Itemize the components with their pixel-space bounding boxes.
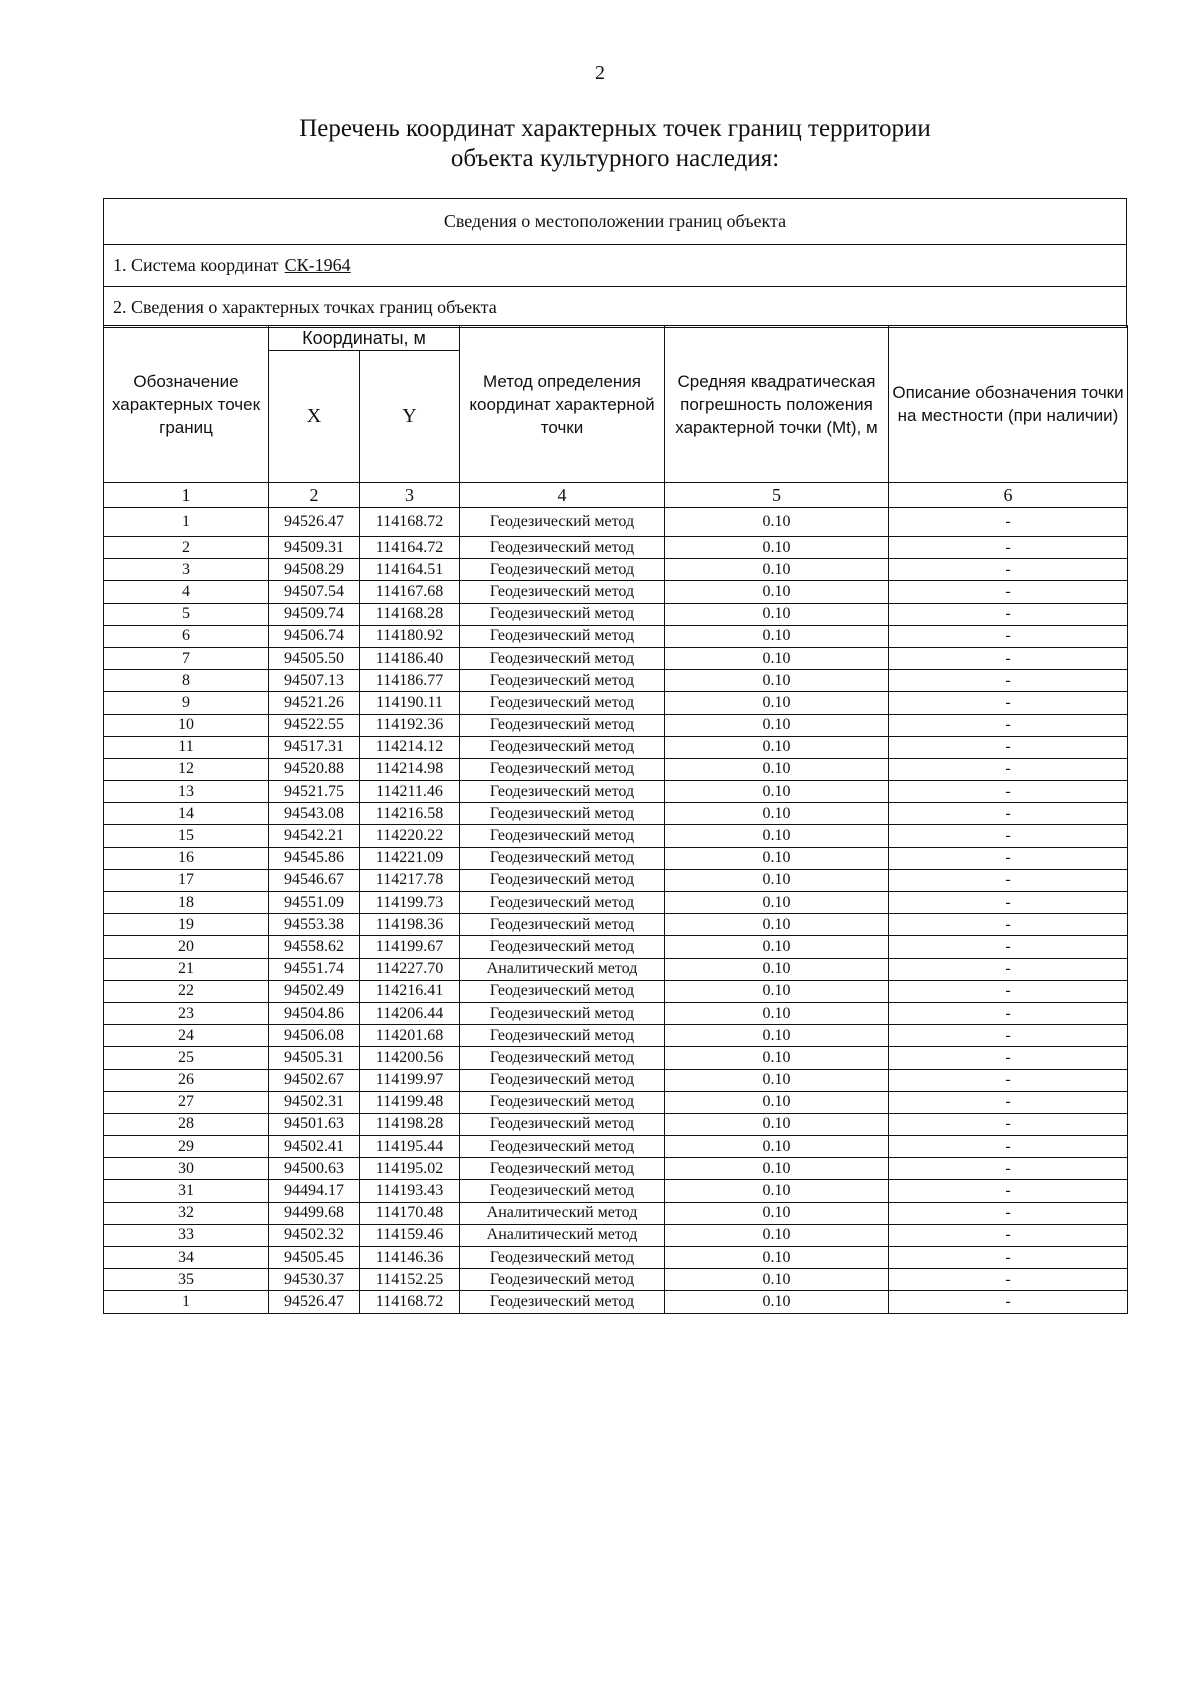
- x-coordinate-cell: 94502.49: [269, 980, 360, 1002]
- table-row: [104, 537, 1128, 559]
- table-row: [104, 914, 1128, 936]
- table-row: [104, 670, 1128, 692]
- method-cell: Геодезический метод: [460, 603, 665, 625]
- x-coordinate-cell: 94502.67: [269, 1069, 360, 1091]
- method-cell: Геодезический метод: [460, 758, 665, 780]
- column-number: 2: [269, 483, 360, 508]
- point-number-cell: 1: [104, 508, 269, 537]
- table-row: [104, 781, 1128, 803]
- point-number-cell: 14: [104, 803, 269, 825]
- table-row: [104, 1180, 1128, 1202]
- error-cell: 0.10: [665, 1047, 889, 1069]
- point-number-cell: 16: [104, 847, 269, 869]
- method-cell: Геодезический метод: [460, 869, 665, 891]
- description-cell: -: [889, 581, 1128, 603]
- table-row: [104, 1091, 1128, 1113]
- point-number-cell: 5: [104, 603, 269, 625]
- y-coordinate-cell: 114214.98: [360, 758, 460, 780]
- method-cell: Геодезический метод: [460, 581, 665, 603]
- y-coordinate-cell: 114186.40: [360, 647, 460, 669]
- header-y: Y: [360, 351, 460, 483]
- method-cell: Аналитический метод: [460, 958, 665, 980]
- description-cell: -: [889, 892, 1128, 914]
- point-number-cell: 26: [104, 1069, 269, 1091]
- method-cell: Геодезический метод: [460, 670, 665, 692]
- table-row: [104, 869, 1128, 891]
- method-cell: Аналитический метод: [460, 1224, 665, 1246]
- table-row: [104, 1002, 1128, 1024]
- column-number-row: [104, 483, 1128, 508]
- point-number-cell: 15: [104, 825, 269, 847]
- table-body: [104, 508, 1128, 1314]
- table-row: [104, 714, 1128, 736]
- y-coordinate-cell: 114217.78: [360, 869, 460, 891]
- error-cell: 0.10: [665, 1025, 889, 1047]
- point-number-cell: 10: [104, 714, 269, 736]
- method-cell: Геодезический метод: [460, 647, 665, 669]
- column-number: 5: [665, 483, 889, 508]
- table-row: [104, 847, 1128, 869]
- point-number-cell: 9: [104, 692, 269, 714]
- error-cell: 0.10: [665, 1247, 889, 1269]
- point-number-cell: 20: [104, 936, 269, 958]
- x-coordinate-cell: 94502.32: [269, 1224, 360, 1246]
- y-coordinate-cell: 114198.36: [360, 914, 460, 936]
- y-coordinate-cell: 114146.36: [360, 1247, 460, 1269]
- error-cell: 0.10: [665, 1002, 889, 1024]
- description-cell: -: [889, 603, 1128, 625]
- method-cell: Геодезический метод: [460, 1269, 665, 1291]
- table-row: [104, 758, 1128, 780]
- error-cell: 0.10: [665, 736, 889, 758]
- y-coordinate-cell: 114192.36: [360, 714, 460, 736]
- method-cell: Геодезический метод: [460, 1158, 665, 1180]
- point-number-cell: 8: [104, 670, 269, 692]
- description-cell: -: [889, 1291, 1128, 1313]
- point-number-cell: 17: [104, 869, 269, 891]
- method-cell: Геодезический метод: [460, 1247, 665, 1269]
- table-row: [104, 581, 1128, 603]
- y-coordinate-cell: 114221.09: [360, 847, 460, 869]
- error-cell: 0.10: [665, 1091, 889, 1113]
- points-info-label: 2. Сведения о характерных точках границ объекта: [113, 296, 497, 317]
- y-coordinate-cell: 114199.97: [360, 1069, 460, 1091]
- error-cell: 0.10: [665, 559, 889, 581]
- table-row: [104, 736, 1128, 758]
- x-coordinate-cell: 94507.54: [269, 581, 360, 603]
- error-cell: 0.10: [665, 670, 889, 692]
- table-row: [104, 958, 1128, 980]
- error-cell: 0.10: [665, 847, 889, 869]
- point-number-cell: 3: [104, 559, 269, 581]
- point-number-cell: 11: [104, 736, 269, 758]
- table-row: [104, 1025, 1128, 1047]
- point-number-cell: 19: [104, 914, 269, 936]
- method-cell: Геодезический метод: [460, 736, 665, 758]
- table-row: [104, 1136, 1128, 1158]
- x-coordinate-cell: 94526.47: [269, 1291, 360, 1313]
- point-number-cell: 29: [104, 1136, 269, 1158]
- page-number: 2: [595, 62, 605, 84]
- method-cell: Геодезический метод: [460, 508, 665, 537]
- description-cell: -: [889, 1025, 1128, 1047]
- column-number: 1: [104, 483, 269, 508]
- error-cell: 0.10: [665, 1136, 889, 1158]
- error-cell: 0.10: [665, 537, 889, 559]
- y-coordinate-cell: 114152.25: [360, 1269, 460, 1291]
- x-coordinate-cell: 94506.08: [269, 1025, 360, 1047]
- x-coordinate-cell: 94542.21: [269, 825, 360, 847]
- table-row: [104, 980, 1128, 1002]
- y-coordinate-cell: 114195.02: [360, 1158, 460, 1180]
- y-coordinate-cell: 114201.68: [360, 1025, 460, 1047]
- description-cell: -: [889, 936, 1128, 958]
- error-cell: 0.10: [665, 980, 889, 1002]
- y-coordinate-cell: 114214.12: [360, 736, 460, 758]
- error-cell: 0.10: [665, 781, 889, 803]
- x-coordinate-cell: 94522.55: [269, 714, 360, 736]
- method-cell: Геодезический метод: [460, 936, 665, 958]
- x-coordinate-cell: 94521.26: [269, 692, 360, 714]
- description-cell: -: [889, 781, 1128, 803]
- point-number-cell: 25: [104, 1047, 269, 1069]
- method-cell: Геодезический метод: [460, 825, 665, 847]
- error-cell: 0.10: [665, 758, 889, 780]
- x-coordinate-cell: 94546.67: [269, 869, 360, 891]
- table-row: [104, 936, 1128, 958]
- title-line-1: Перечень координат характерных точек границ территории: [299, 115, 931, 142]
- point-number-cell: 12: [104, 758, 269, 780]
- error-cell: 0.10: [665, 1269, 889, 1291]
- method-cell: Геодезический метод: [460, 1069, 665, 1091]
- x-coordinate-cell: 94506.74: [269, 625, 360, 647]
- method-cell: Геодезический метод: [460, 1091, 665, 1113]
- y-coordinate-cell: 114167.68: [360, 581, 460, 603]
- column-number: 3: [360, 483, 460, 508]
- y-coordinate-cell: 114227.70: [360, 958, 460, 980]
- point-number-cell: 32: [104, 1202, 269, 1224]
- description-cell: -: [889, 803, 1128, 825]
- x-coordinate-cell: 94508.29: [269, 559, 360, 581]
- point-number-cell: 1: [104, 1291, 269, 1313]
- point-number-cell: 33: [104, 1224, 269, 1246]
- x-coordinate-cell: 94505.45: [269, 1247, 360, 1269]
- y-coordinate-cell: 114220.22: [360, 825, 460, 847]
- point-number-cell: 4: [104, 581, 269, 603]
- method-cell: Геодезический метод: [460, 803, 665, 825]
- description-cell: -: [889, 1158, 1128, 1180]
- y-coordinate-cell: 114170.48: [360, 1202, 460, 1224]
- error-cell: 0.10: [665, 1158, 889, 1180]
- description-cell: -: [889, 1136, 1128, 1158]
- description-cell: -: [889, 847, 1128, 869]
- x-coordinate-cell: 94507.13: [269, 670, 360, 692]
- description-cell: -: [889, 647, 1128, 669]
- error-cell: 0.10: [665, 892, 889, 914]
- x-coordinate-cell: 94494.17: [269, 1180, 360, 1202]
- description-cell: -: [889, 1002, 1128, 1024]
- coordinate-system-label: 1. Система координат: [113, 255, 279, 275]
- description-cell: -: [889, 914, 1128, 936]
- method-cell: Геодезический метод: [460, 1136, 665, 1158]
- x-coordinate-cell: 94517.31: [269, 736, 360, 758]
- method-cell: Геодезический метод: [460, 892, 665, 914]
- description-cell: -: [889, 508, 1128, 537]
- error-cell: 0.10: [665, 914, 889, 936]
- method-cell: Геодезический метод: [460, 537, 665, 559]
- error-cell: 0.10: [665, 714, 889, 736]
- description-cell: -: [889, 559, 1128, 581]
- table-row: [104, 1269, 1128, 1291]
- x-coordinate-cell: 94505.31: [269, 1047, 360, 1069]
- error-cell: 0.10: [665, 869, 889, 891]
- point-number-cell: 34: [104, 1247, 269, 1269]
- description-cell: -: [889, 1269, 1128, 1291]
- description-cell: -: [889, 736, 1128, 758]
- y-coordinate-cell: 114168.28: [360, 603, 460, 625]
- point-number-cell: 23: [104, 1002, 269, 1024]
- header-coordinates: Координаты, м: [269, 326, 460, 351]
- error-cell: 0.10: [665, 625, 889, 647]
- point-number-cell: 21: [104, 958, 269, 980]
- document-title: [0, 114, 1200, 174]
- description-cell: -: [889, 1180, 1128, 1202]
- column-number: 6: [889, 483, 1128, 508]
- table-row: [104, 1224, 1128, 1246]
- column-number: 4: [460, 483, 665, 508]
- method-cell: Геодезический метод: [460, 781, 665, 803]
- x-coordinate-cell: 94499.68: [269, 1202, 360, 1224]
- description-cell: -: [889, 714, 1128, 736]
- error-cell: 0.10: [665, 936, 889, 958]
- y-coordinate-cell: 114168.72: [360, 1291, 460, 1313]
- table-row: [104, 647, 1128, 669]
- y-coordinate-cell: 114200.56: [360, 1047, 460, 1069]
- y-coordinate-cell: 114193.43: [360, 1180, 460, 1202]
- error-cell: 0.10: [665, 1113, 889, 1135]
- y-coordinate-cell: 114216.58: [360, 803, 460, 825]
- description-cell: -: [889, 1224, 1128, 1246]
- title-line-2: объекта культурного наследия:: [450, 145, 780, 172]
- description-cell: -: [889, 692, 1128, 714]
- table-row: [104, 1158, 1128, 1180]
- error-cell: 0.10: [665, 1224, 889, 1246]
- method-cell: Геодезический метод: [460, 1180, 665, 1202]
- table-row: [104, 1291, 1128, 1313]
- x-coordinate-cell: 94526.47: [269, 508, 360, 537]
- coordinate-system-value: СК-1964: [284, 255, 351, 275]
- x-coordinate-cell: 94521.75: [269, 781, 360, 803]
- info-header: Сведения о местоположении границ объекта: [104, 199, 1126, 245]
- y-coordinate-cell: 114164.51: [360, 559, 460, 581]
- y-coordinate-cell: 114199.67: [360, 936, 460, 958]
- method-cell: Геодезический метод: [460, 1025, 665, 1047]
- error-cell: 0.10: [665, 647, 889, 669]
- description-cell: -: [889, 825, 1128, 847]
- table-row: [104, 892, 1128, 914]
- method-cell: Аналитический метод: [460, 1202, 665, 1224]
- method-cell: Геодезический метод: [460, 1291, 665, 1313]
- table-row: [104, 1047, 1128, 1069]
- table-row: [104, 1202, 1128, 1224]
- method-cell: Геодезический метод: [460, 1002, 665, 1024]
- y-coordinate-cell: 114195.44: [360, 1136, 460, 1158]
- table-row: [104, 1247, 1128, 1269]
- y-coordinate-cell: 114198.28: [360, 1113, 460, 1135]
- method-cell: Геодезический метод: [460, 692, 665, 714]
- error-cell: 0.10: [665, 825, 889, 847]
- y-coordinate-cell: 114199.48: [360, 1091, 460, 1113]
- description-cell: -: [889, 1202, 1128, 1224]
- x-coordinate-cell: 94502.31: [269, 1091, 360, 1113]
- x-coordinate-cell: 94501.63: [269, 1113, 360, 1135]
- y-coordinate-cell: 114164.72: [360, 537, 460, 559]
- description-cell: -: [889, 958, 1128, 980]
- y-coordinate-cell: 114159.46: [360, 1224, 460, 1246]
- method-cell: Геодезический метод: [460, 559, 665, 581]
- table-row: [104, 625, 1128, 647]
- x-coordinate-cell: 94500.63: [269, 1158, 360, 1180]
- header-method: Метод определения координат характерной точки: [460, 326, 665, 483]
- x-coordinate-cell: 94509.31: [269, 537, 360, 559]
- error-cell: 0.10: [665, 958, 889, 980]
- coordinates-table: [103, 325, 1128, 1314]
- error-cell: 0.10: [665, 1291, 889, 1313]
- y-coordinate-cell: 114206.44: [360, 1002, 460, 1024]
- point-number-cell: 13: [104, 781, 269, 803]
- coordinate-system-row: [104, 245, 1126, 287]
- x-coordinate-cell: 94530.37: [269, 1269, 360, 1291]
- x-coordinate-cell: 94543.08: [269, 803, 360, 825]
- method-cell: Геодезический метод: [460, 714, 665, 736]
- description-cell: -: [889, 625, 1128, 647]
- description-cell: -: [889, 1091, 1128, 1113]
- table-row: [104, 559, 1128, 581]
- table-row: [104, 508, 1128, 537]
- point-number-cell: 18: [104, 892, 269, 914]
- table-row: [104, 603, 1128, 625]
- method-cell: Геодезический метод: [460, 847, 665, 869]
- description-cell: -: [889, 670, 1128, 692]
- table-row: [104, 803, 1128, 825]
- method-cell: Геодезический метод: [460, 625, 665, 647]
- boundary-info-block: [103, 198, 1127, 328]
- description-cell: -: [889, 1113, 1128, 1135]
- y-coordinate-cell: 114211.46: [360, 781, 460, 803]
- y-coordinate-cell: 114180.92: [360, 625, 460, 647]
- point-number-cell: 2: [104, 537, 269, 559]
- x-coordinate-cell: 94558.62: [269, 936, 360, 958]
- x-coordinate-cell: 94520.88: [269, 758, 360, 780]
- header-x: X: [269, 351, 360, 483]
- description-cell: -: [889, 980, 1128, 1002]
- description-cell: -: [889, 1247, 1128, 1269]
- description-cell: -: [889, 1047, 1128, 1069]
- table-row: [104, 1113, 1128, 1135]
- x-coordinate-cell: 94551.74: [269, 958, 360, 980]
- x-coordinate-cell: 94502.41: [269, 1136, 360, 1158]
- x-coordinate-cell: 94509.74: [269, 603, 360, 625]
- header-designation: Обозначение характерных точек границ: [104, 326, 269, 483]
- method-cell: Геодезический метод: [460, 980, 665, 1002]
- point-number-cell: 6: [104, 625, 269, 647]
- description-cell: -: [889, 537, 1128, 559]
- table-row: [104, 692, 1128, 714]
- error-cell: 0.10: [665, 581, 889, 603]
- y-coordinate-cell: 114199.73: [360, 892, 460, 914]
- point-number-cell: 7: [104, 647, 269, 669]
- table-row: [104, 825, 1128, 847]
- header-description: Описание обозначения точки на местности (при наличии): [889, 326, 1128, 483]
- point-number-cell: 24: [104, 1025, 269, 1047]
- error-cell: 0.10: [665, 603, 889, 625]
- point-number-cell: 27: [104, 1091, 269, 1113]
- error-cell: 0.10: [665, 692, 889, 714]
- description-cell: -: [889, 758, 1128, 780]
- error-cell: 0.10: [665, 508, 889, 537]
- point-number-cell: 22: [104, 980, 269, 1002]
- y-coordinate-cell: 114190.11: [360, 692, 460, 714]
- x-coordinate-cell: 94545.86: [269, 847, 360, 869]
- x-coordinate-cell: 94551.09: [269, 892, 360, 914]
- header-error: Средняя квадратическая погрешность положения характерной точки (Mt), м: [665, 326, 889, 483]
- point-number-cell: 35: [104, 1269, 269, 1291]
- point-number-cell: 31: [104, 1180, 269, 1202]
- y-coordinate-cell: 114168.72: [360, 508, 460, 537]
- method-cell: Геодезический метод: [460, 1047, 665, 1069]
- error-cell: 0.10: [665, 1180, 889, 1202]
- y-coordinate-cell: 114186.77: [360, 670, 460, 692]
- x-coordinate-cell: 94553.38: [269, 914, 360, 936]
- error-cell: 0.10: [665, 803, 889, 825]
- x-coordinate-cell: 94504.86: [269, 1002, 360, 1024]
- error-cell: 0.10: [665, 1069, 889, 1091]
- table-row: [104, 1069, 1128, 1091]
- x-coordinate-cell: 94505.50: [269, 647, 360, 669]
- point-number-cell: 28: [104, 1113, 269, 1135]
- description-cell: -: [889, 869, 1128, 891]
- point-number-cell: 30: [104, 1158, 269, 1180]
- y-coordinate-cell: 114216.41: [360, 980, 460, 1002]
- method-cell: Геодезический метод: [460, 914, 665, 936]
- error-cell: 0.10: [665, 1202, 889, 1224]
- description-cell: -: [889, 1069, 1128, 1091]
- method-cell: Геодезический метод: [460, 1113, 665, 1135]
